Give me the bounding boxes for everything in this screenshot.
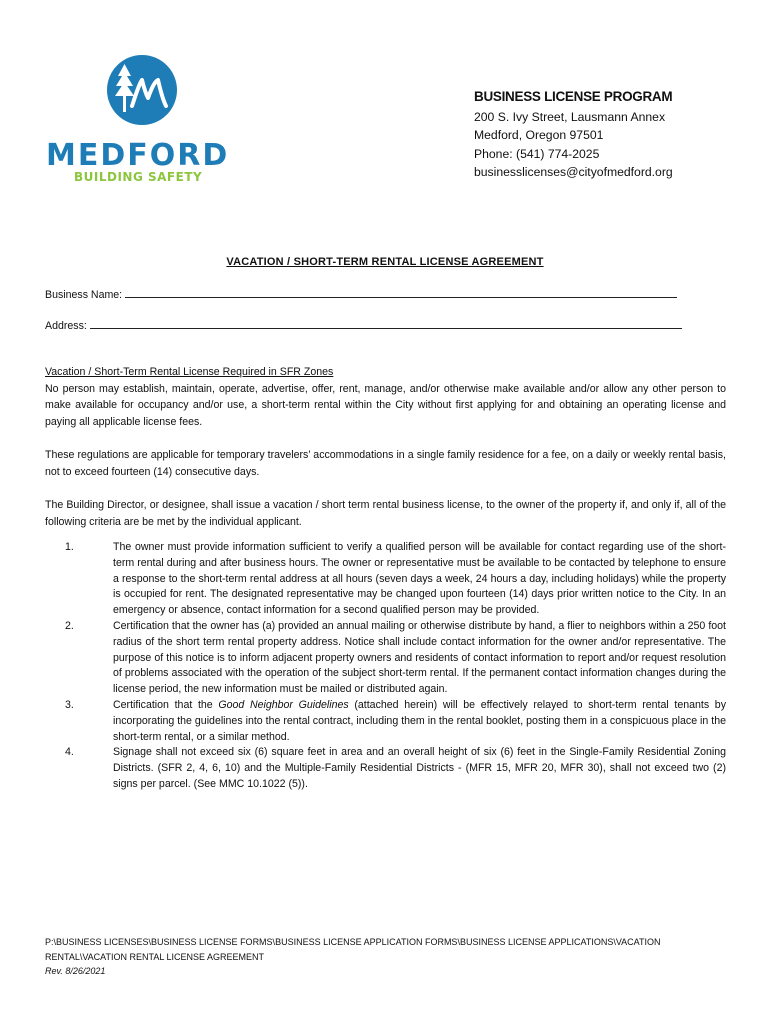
paragraph-3: The Building Director, or designee, shall issue a vacation / short term rental business license, to the owner of the property if, and only if, all of the following criteria are be met by the individual applicant. — [45, 499, 726, 528]
logo-wordmark: MEDFORD — [46, 138, 230, 173]
business-name-field[interactable] — [45, 288, 677, 301]
criteria-list — [45, 540, 726, 793]
list-item: 2. Certification that the owner has (a) provided an annual mailing or otherwise distribute by hand, a flier to neighbors within a 250 foot radius of the short term rental property address. Notice shall include contact information for the owner and/or representative. The purpose of this notice is to inform adjacent property owners and residents of contact information to report and/or request resolution of problems associated with the operation of the subject short-term rental. If the permanent contact information changes during the license period, the new information must be mailed or distributed again. — [65, 619, 726, 696]
address-field[interactable] — [45, 319, 682, 332]
address-line-2: Medford, Oregon 97501 — [474, 128, 604, 142]
email: businesslicenses@cityofmedford.org — [474, 165, 673, 179]
file-path-1: P:\BUSINESS LICENSES\BUSINESS LICENSE FORMS\BUSINESS LICENSE APPLICATION FORMS\BUSINESS LICENSE APPLICATIONS\VACATION — [45, 937, 661, 947]
paragraph-2: These regulations are applicable for temporary travelers’ accommodations in a single family residence for a fee, on a daily or weekly rental basis, not to exceed fourteen (14) consecutive days. — [45, 449, 726, 478]
address-line[interactable] — [90, 319, 682, 329]
business-name-line[interactable] — [125, 288, 677, 298]
phone: Phone: (541) 774-2025 — [474, 146, 600, 161]
intro-section — [45, 364, 726, 530]
guidelines-title: Good Neighbor Guidelines — [218, 698, 349, 711]
list-item: 4. Signage shall not exceed six (6) square feet in area and an overall height of six (6) feet in the Single-Family Residential Zoning Districts. (SFR 2, 4, 6, 10) and the Multiple-Family Residential Districts - (MFR 15, MFR 20, MFR 30), shall not exceed two (2) signs per parcel. (See MMC 10.1022 (5)). — [65, 746, 726, 790]
list-item: 1. The owner must provide information sufficient to verify a qualified person will be available for contact regarding use of the short-term rental during and after business hours. The owner or representative must be available to be contacted by telephone to ensure a response to the short-term rental address at all hours (seven days a week, 24 hours a day, including holidays) while the property is occupied for rent. The designated representative may be changed upon fourteen (14) days prior written notice to the City. In an emergency or absence, contact information for a second qualified person may be provided. — [65, 541, 726, 617]
paragraph-1: No person may establish, maintain, operate, advertise, offer, rent, manage, and/or otherwise make available and/or allow any other person to make available for occupancy and/or use, a short-term rental within the City without first applying for and obtaining an operating license and paying all applicable license fees. — [45, 382, 726, 428]
list-item: 3. Certification that the Good Neighbor Guidelines (attached herein) will be effectively relayed to short-term rental tenants by incorporating the guidelines into the rental contract, including them in the rental booklet, posting them in a conspicuous place in the short-term rental, or a similar method. — [65, 698, 726, 743]
program-title: BUSINESS LICENSE PROGRAM — [474, 89, 673, 104]
tree-m-logo-icon — [106, 54, 178, 126]
section-heading: Vacation / Short-Term Rental License Required in SFR Zones — [45, 366, 334, 378]
business-name-label: Business Name: — [45, 289, 123, 301]
file-path-2: RENTAL\VACATION RENTAL LICENSE AGREEMENT — [45, 951, 265, 962]
medford-logo — [46, 54, 236, 184]
logo-subtitle: BUILDING SAFETY — [74, 170, 203, 184]
address-line-1: 200 S. Ivy Street, Lausmann Annex — [474, 109, 666, 124]
revision-date: Rev. 8/26/2021 — [45, 966, 106, 976]
document-title: VACATION / SHORT-TERM RENTAL LICENSE AGREEMENT — [226, 256, 544, 268]
footer — [45, 935, 735, 979]
program-header — [474, 88, 764, 182]
address-label: Address: — [45, 320, 87, 332]
